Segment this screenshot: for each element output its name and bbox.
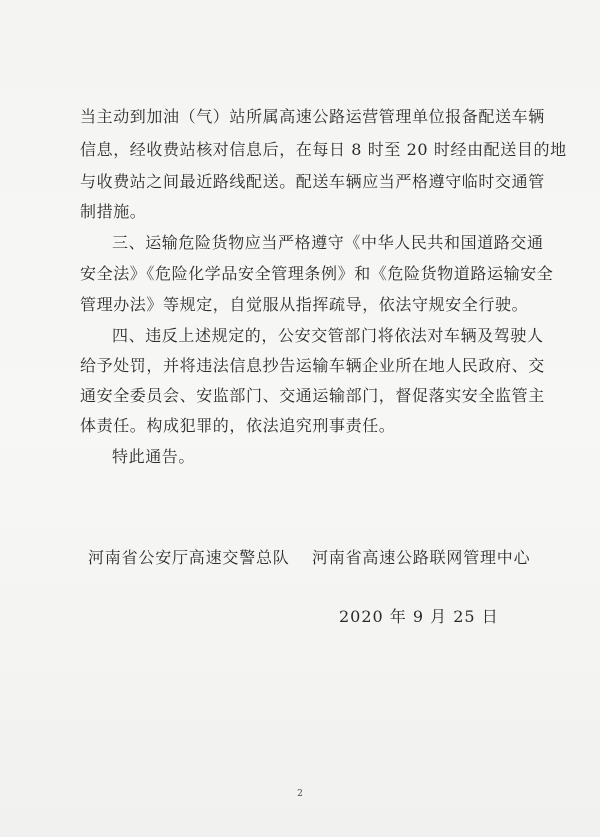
page-number: 2 — [297, 789, 303, 799]
closing-line: 特此通告。 — [112, 447, 196, 466]
body-line: 信息，经收费站核对信息后，在每日 8 时至 20 时经由配送目的地 — [80, 140, 567, 159]
issuer-left: 河南省公安厅高速交警总队 — [88, 548, 290, 567]
body-line: 四、违反上述规定的，公安交管部门将依法对车辆及驾驶人 — [112, 326, 544, 345]
issue-date: 2020 年 9 月 25 日 — [339, 607, 499, 626]
body-line: 与收费站之间最近路线配送。配送车辆应当严格遵守临时交通管 — [80, 172, 545, 191]
body-line: 体责任。构成犯罪的，依法追究刑事责任。 — [80, 416, 396, 435]
body-line: 三、运输危险货物应当严格遵守《中华人民共和国道路交通 — [112, 233, 544, 252]
body-line: 制措施。 — [80, 202, 147, 221]
body-line: 安全法》《危险化学品安全管理条例》和《危险货物道路运输安全 — [80, 264, 554, 283]
body-line: 通安全委员会、安监部门、交通运输部门，督促落实安全监管主 — [80, 386, 545, 405]
body-line: 当主动到加油（气）站所属高速公路运营管理单位报备配送车辆 — [80, 107, 545, 126]
issuer-right: 河南省高速公路联网管理中心 — [312, 548, 531, 567]
body-line: 管理办法》等规定，自觉服从指挥疏导，依法守规安全行驶。 — [80, 295, 529, 314]
body-line: 给予处罚，并将违法信息抄告运输车辆企业所在地人民政府、交 — [80, 356, 545, 375]
